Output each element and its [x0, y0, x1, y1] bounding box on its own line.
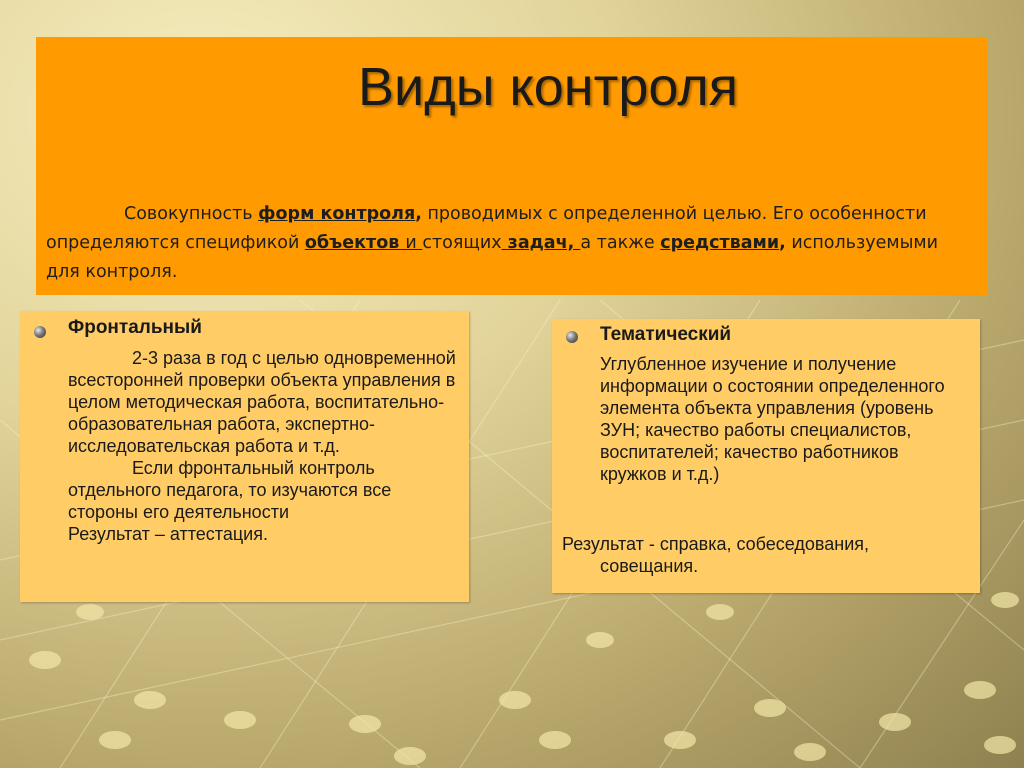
frontal-para-2: Если фронтальный контроль отдельного педагога, то изучаются все стороны его деятельности: [68, 458, 392, 522]
thematic-card: [552, 319, 980, 593]
def-k4-comma: ,: [779, 233, 786, 253]
def-t5: используемыми для контроля.: [46, 233, 939, 282]
frontal-para-1: 2-3 раза в год с целью одновременной всесторонней проверки объекта управления в целом методическая работа, воспитательно-образовательная работа, экспертно-исследовательская работа и т.д.: [68, 348, 456, 456]
thematic-heading: Тематический: [600, 324, 732, 345]
frontal-heading: Фронтальный: [68, 317, 202, 338]
def-t4: а также: [580, 233, 661, 253]
definition-text: [46, 200, 976, 287]
thematic-result-label: Результат - справка, собеседования,: [562, 534, 870, 554]
frontal-body: [68, 347, 458, 545]
def-keyword-means: средствами: [660, 233, 780, 253]
thematic-result-cont: совещания.: [600, 556, 699, 576]
frontal-result: Результат – аттестация.: [68, 524, 268, 544]
frontal-card: [20, 311, 469, 602]
thematic-result: [562, 533, 972, 577]
thematic-body: Углубленное изучение и получение информации о состоянии определенного элемента объекта управления (уровень ЗУН; качество работы специалистов, воспитателей; качество работников кружков и т.д.): [600, 354, 945, 484]
def-t1: Совокупность: [124, 204, 259, 224]
def-k1-comma: ,: [415, 204, 422, 224]
def-keyword-objects: объектов: [304, 233, 406, 253]
def-keyword-forms: форм контроля: [258, 204, 416, 224]
def-t3: стоящих: [422, 233, 502, 253]
def-k2-and: и: [405, 233, 423, 253]
def-t2: проводимых с определенной целью. Его особенности определяются спецификой: [46, 204, 927, 253]
frontal-bullet-icon: [34, 326, 46, 338]
slide-title: Виды контроля: [358, 57, 738, 117]
thematic-bullet-icon: [566, 331, 578, 343]
def-keyword-tasks: задач,: [501, 233, 581, 253]
